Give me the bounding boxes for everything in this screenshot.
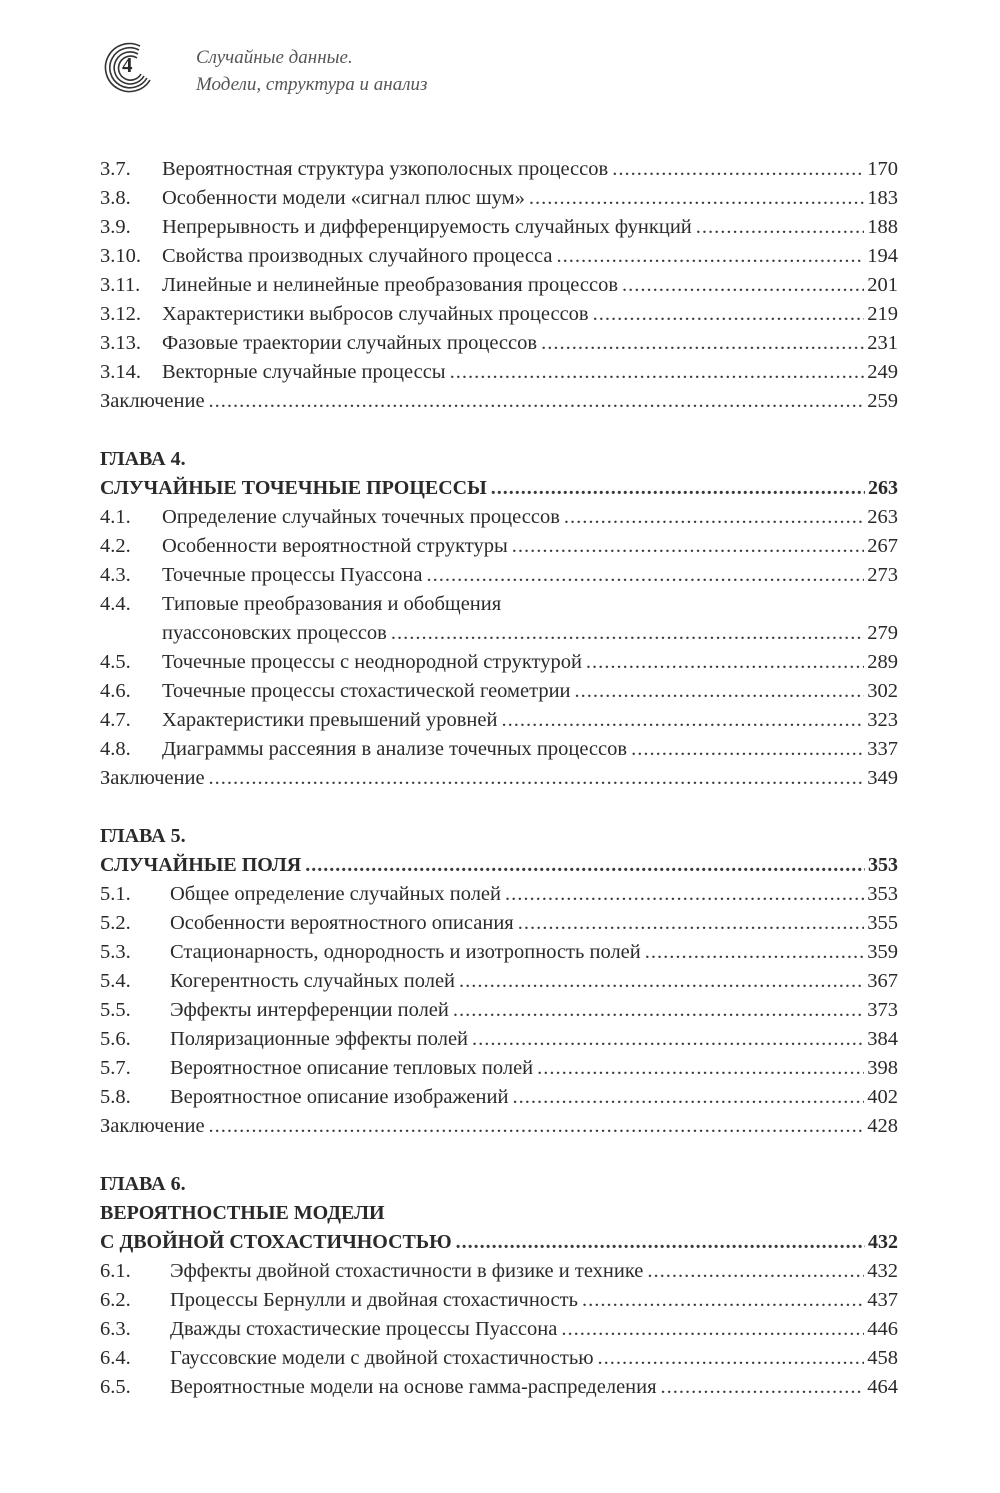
entry-title: Особенности модели «сигнал плюс шум»	[162, 187, 525, 209]
toc-entry[interactable]	[100, 590, 898, 619]
toc-entry-continuation[interactable]	[100, 619, 898, 648]
toc-entry[interactable]	[100, 561, 898, 590]
entry-number: 5.8.	[100, 1086, 131, 1108]
entry-page: 302	[867, 680, 898, 702]
toc-entry[interactable]	[100, 532, 898, 561]
toc-entry[interactable]	[100, 880, 898, 909]
entry-title: Особенности вероятностного описания	[170, 912, 514, 934]
entry-title: Особенности вероятностной структуры	[162, 535, 508, 557]
chapter-page: 353	[868, 854, 898, 876]
chapter-3-list	[100, 155, 898, 416]
entry-page: 355	[867, 912, 898, 934]
table-of-contents	[100, 155, 898, 1402]
entry-title: Дважды стохастические процессы Пуассона	[170, 1318, 558, 1340]
toc-entry[interactable]	[100, 300, 898, 329]
chapter-title[interactable]	[100, 474, 898, 503]
running-title-line-1: Случайные данные.	[196, 47, 353, 68]
entry-number: 3.9.	[100, 216, 131, 238]
chapter-label: ГЛАВА 6.	[100, 1173, 186, 1195]
entry-page: 188	[867, 216, 898, 238]
toc-entry[interactable]	[100, 503, 898, 532]
entry-number: 4.3.	[100, 564, 131, 586]
page-number: 4	[122, 53, 133, 77]
toc-conclusion[interactable]	[100, 387, 898, 416]
entry-page: 323	[867, 709, 898, 731]
entry-number: 4.4.	[100, 593, 131, 615]
entry-page: 367	[867, 970, 898, 992]
toc-entry[interactable]	[100, 1315, 898, 1344]
toc-entry[interactable]	[100, 155, 898, 184]
entry-number: 6.3.	[100, 1318, 131, 1340]
toc-entry[interactable]	[100, 1286, 898, 1315]
toc-entry[interactable]	[100, 735, 898, 764]
entry-number: 5.5.	[100, 999, 131, 1021]
entry-title: Вероятностная структура узкополосных процессов	[162, 158, 609, 180]
entry-number: 4.6.	[100, 680, 131, 702]
entry-page: 267	[867, 535, 898, 557]
running-title-line-2: Модели, структура и анализ	[196, 74, 428, 95]
entry-title: Эффекты двойной стохастичности в физике и технике	[170, 1260, 644, 1282]
entry-title: Точечные процессы Пуассона	[162, 564, 423, 586]
entry-title: Процессы Бернулли и двойная стохастичность	[170, 1289, 578, 1311]
entry-page: 402	[867, 1086, 898, 1108]
entry-title: Линейные и нелинейные преобразования процессов	[162, 274, 619, 296]
entry-number: 6.1.	[100, 1260, 131, 1282]
entry-page: 359	[867, 941, 898, 963]
entry-title: Гауссовские модели с двойной стохастичностью	[170, 1347, 594, 1369]
toc-entry[interactable]	[100, 1257, 898, 1286]
entry-title: Точечные процессы с неоднородной структурой	[162, 651, 582, 673]
toc-entry[interactable]	[100, 1373, 898, 1402]
toc-entry[interactable]	[100, 706, 898, 735]
entry-number: 4.2.	[100, 535, 131, 557]
entry-page: 432	[867, 1260, 898, 1282]
entry-page: 170	[867, 158, 898, 180]
conclusion-title: Заключение	[100, 1115, 205, 1137]
entry-page: 219	[867, 303, 898, 325]
entry-number: 5.1.	[100, 883, 131, 905]
entry-page: 231	[867, 332, 898, 354]
entry-page: 273	[867, 564, 898, 586]
toc-entry[interactable]	[100, 996, 898, 1025]
entry-title: Векторные случайные процессы	[162, 361, 446, 383]
page-header	[100, 40, 900, 110]
entry-number: 3.14.	[100, 361, 141, 383]
entry-number: 3.7.	[100, 158, 131, 180]
entry-number: 4.7.	[100, 709, 131, 731]
entry-page: 201	[867, 274, 898, 296]
entry-number: 4.5.	[100, 651, 131, 673]
chapter-5	[100, 822, 898, 1141]
entry-page: 384	[867, 1028, 898, 1050]
entry-page: 263	[867, 506, 898, 528]
chapter-page: 263	[868, 477, 898, 499]
entry-number: 5.6.	[100, 1028, 131, 1050]
chapter-title[interactable]	[100, 1228, 898, 1257]
chapter-label: ГЛАВА 4.	[100, 448, 186, 470]
conclusion-page: 428	[867, 1115, 898, 1137]
entry-title: Определение случайных точечных процессов	[162, 506, 560, 528]
running-title	[196, 44, 427, 98]
entry-title: Вероятностное описание изображений	[170, 1086, 509, 1108]
toc-entry[interactable]	[100, 1025, 898, 1054]
entry-title-continuation: пуассоновских процессов	[162, 622, 387, 644]
entry-number: 3.13.	[100, 332, 141, 354]
toc-entry[interactable]	[100, 271, 898, 300]
chapter-4	[100, 445, 898, 793]
entry-title: Когерентность случайных полей	[170, 970, 456, 992]
entry-page: 458	[867, 1347, 898, 1369]
entry-title: Эффекты интерференции полей	[170, 999, 449, 1021]
chapter-title[interactable]	[100, 851, 898, 880]
toc-entry[interactable]	[100, 184, 898, 213]
entry-title: Точечные процессы стохастической геометрии	[162, 680, 571, 702]
conclusion-page: 349	[867, 767, 898, 789]
toc-entry[interactable]	[100, 1054, 898, 1083]
entry-title: Вероятностное описание тепловых полей	[170, 1057, 534, 1079]
toc-entry[interactable]	[100, 648, 898, 677]
entry-title: Диаграммы рассеяния в анализе точечных процессов	[162, 738, 628, 760]
entry-page: 464	[867, 1376, 898, 1398]
entry-title: Поляризационные эффекты полей	[170, 1028, 469, 1050]
entry-title: Типовые преобразования и обобщения	[162, 593, 502, 615]
entry-title: Вероятностные модели на основе гамма-распределения	[170, 1376, 657, 1398]
toc-entry[interactable]	[100, 213, 898, 242]
entry-title: Фазовые траектории случайных процессов	[162, 332, 538, 354]
entry-page: 194	[867, 245, 898, 267]
toc-conclusion[interactable]	[100, 1112, 898, 1141]
entry-page: 279	[867, 622, 898, 644]
entry-number: 6.5.	[100, 1376, 131, 1398]
entry-title: Характеристики выбросов случайных процессов	[162, 303, 589, 325]
entry-title: Общее определение случайных полей	[170, 883, 501, 905]
entry-number: 3.10.	[100, 245, 141, 267]
entry-page: 446	[867, 1318, 898, 1340]
toc-entry[interactable]	[100, 358, 898, 387]
entry-page: 437	[867, 1289, 898, 1311]
chapter-title-text: СЛУЧАЙНЫЕ ТОЧЕЧНЫЕ ПРОЦЕССЫ	[100, 477, 487, 499]
entry-number: 5.2.	[100, 912, 131, 934]
entry-page: 398	[867, 1057, 898, 1079]
entry-number: 5.4.	[100, 970, 131, 992]
conclusion-title: Заключение	[100, 390, 205, 412]
chapter-title-text: СЛУЧАЙНЫЕ ПОЛЯ	[100, 854, 302, 876]
entry-number: 6.2.	[100, 1289, 131, 1311]
entry-page: 289	[867, 651, 898, 673]
toc-entry[interactable]	[100, 909, 898, 938]
entry-number: 3.8.	[100, 187, 131, 209]
entry-number: 6.4.	[100, 1347, 131, 1369]
entry-page: 183	[867, 187, 898, 209]
chapter-title-line-1[interactable]: ВЕРОЯТНОСТНЫЕ МОДЕЛИ	[100, 1202, 385, 1224]
toc-entry[interactable]	[100, 1083, 898, 1112]
toc-entry[interactable]	[100, 677, 898, 706]
entry-title: Характеристики превышений уровней	[162, 709, 498, 731]
toc-entry[interactable]	[100, 1344, 898, 1373]
toc-conclusion[interactable]	[100, 764, 898, 793]
toc-entry[interactable]	[100, 242, 898, 271]
chapter-6	[100, 1170, 898, 1402]
entry-title: Стационарность, однородность и изотропность полей	[170, 941, 641, 963]
toc-entry[interactable]	[100, 329, 898, 358]
entry-page: 373	[867, 999, 898, 1021]
entry-number: 4.1.	[100, 506, 131, 528]
entry-title: Непрерывность и дифференцируемость случайных функций	[162, 216, 692, 238]
conclusion-page: 259	[867, 390, 898, 412]
entry-page: 337	[867, 738, 898, 760]
toc-entry[interactable]	[100, 938, 898, 967]
entry-page: 353	[867, 883, 898, 905]
entry-title: Свойства производных случайного процесса	[162, 245, 553, 267]
entry-number: 5.3.	[100, 941, 131, 963]
entry-number: 4.8.	[100, 738, 131, 760]
chapter-label: ГЛАВА 5.	[100, 825, 186, 847]
chapter-title-text: С ДВОЙНОЙ СТОХАСТИЧНОСТЬЮ	[100, 1231, 452, 1253]
entry-page: 249	[867, 361, 898, 383]
chapter-page: 432	[868, 1231, 898, 1253]
entry-number: 3.12.	[100, 303, 141, 325]
conclusion-title: Заключение	[100, 767, 205, 789]
entry-number: 5.7.	[100, 1057, 131, 1079]
entry-number: 3.11.	[100, 274, 141, 296]
toc-entry[interactable]	[100, 967, 898, 996]
